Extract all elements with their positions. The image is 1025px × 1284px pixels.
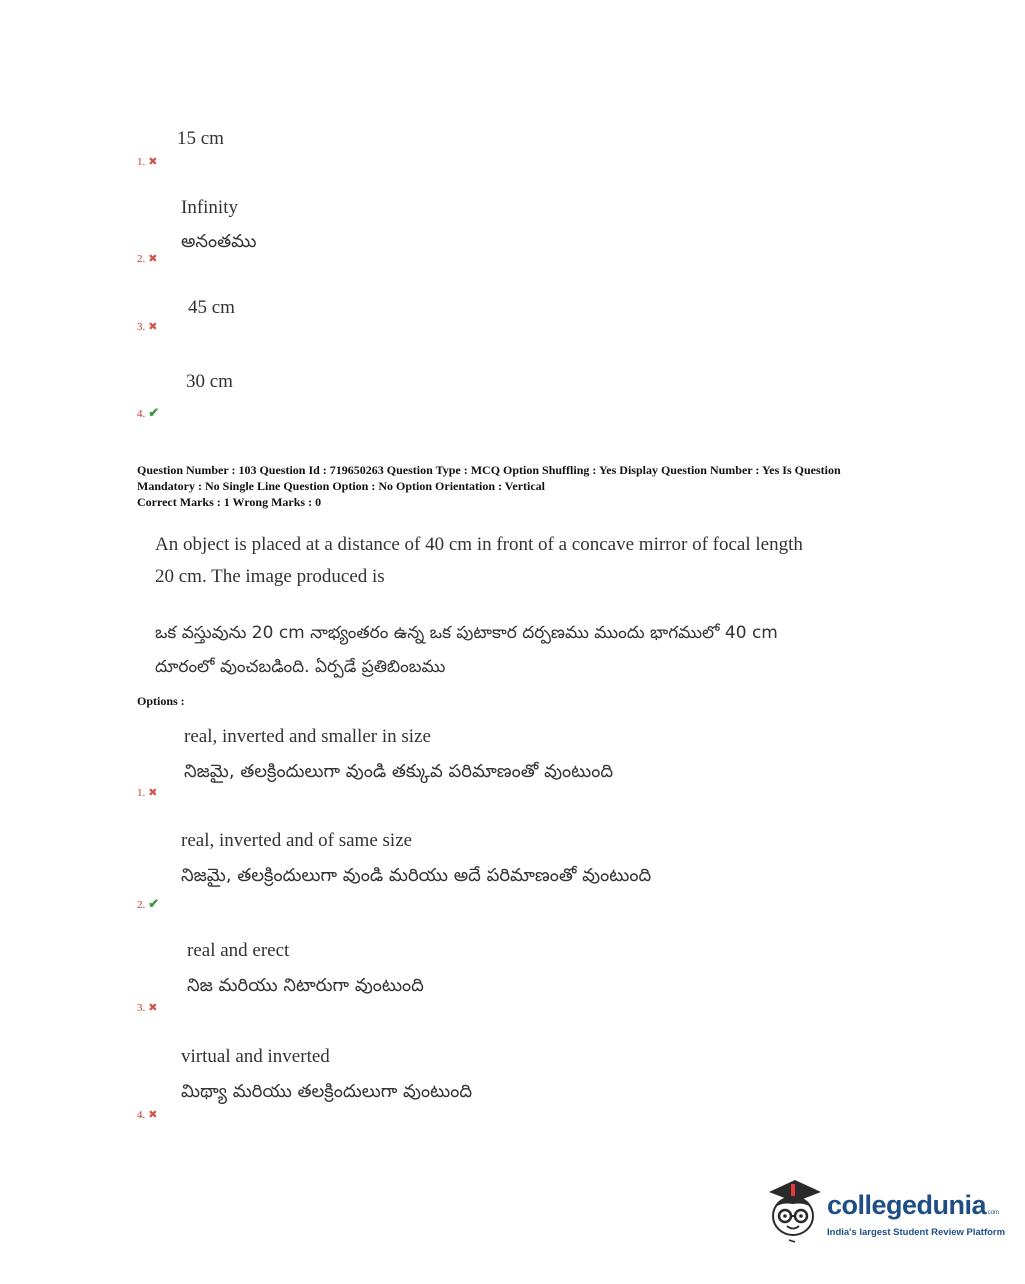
option-2-text: real, inverted and of same size — [181, 830, 413, 851]
option-1-text: real, inverted and smaller in size — [184, 726, 431, 747]
brand-tagline: India's largest Student Review Platform — [827, 1227, 1006, 1238]
question-meta-line-3: Correct Marks : 1 Wrong Marks : 0 — [137, 495, 322, 509]
option-number: 2. — [137, 899, 146, 911]
options-label: Options : — [137, 694, 185, 708]
option-number: 1. — [137, 156, 146, 168]
option-3-telugu: నిజ మరియు నిటారుగా వుంటుంది — [187, 975, 424, 996]
option-2-telugu: నిజమై, తలక్రిందులుగా వుండి మరియు అదే పరిమాణంతో వుంటుంది — [181, 865, 652, 886]
option-4-telugu: మిథ్యా మరియు తలక్రిందులుగా వుంటుంది — [181, 1081, 473, 1102]
question-telugu-line-2: దూరంలో వుంచబడింది. ఏర్పడే ప్రతిబింబము — [155, 657, 446, 677]
prev-option-4-number — [137, 405, 159, 421]
prev-option-2-number — [137, 252, 157, 265]
wrong-mark-icon: ✖ — [148, 1002, 158, 1014]
prev-option-1-text: 15 cm — [177, 128, 224, 149]
option-number: 4. — [137, 1109, 146, 1121]
brand-suffix: .com — [986, 1210, 1000, 1216]
question-text-line-2: 20 cm. The image produced is — [155, 566, 385, 587]
prev-option-1-number — [137, 155, 157, 168]
option-3-number — [137, 1001, 157, 1014]
option-2-number — [137, 896, 159, 912]
question-text-line-1: An object is placed at a distance of 40 cm in front of a concave mirror of focal length — [155, 534, 803, 555]
option-number: 3. — [137, 1002, 146, 1014]
collegedunia-logo — [765, 1178, 1006, 1248]
option-number: 1. — [137, 787, 146, 799]
question-text-telugu — [155, 616, 835, 684]
wrong-mark-icon: ✖ — [148, 787, 158, 799]
wrong-mark-icon: ✖ — [148, 156, 158, 168]
option-number: 2. — [137, 253, 146, 265]
option-3-text: real and erect — [187, 940, 290, 961]
wrong-mark-icon: ✖ — [148, 1109, 158, 1121]
option-1-number — [137, 786, 157, 799]
option-number: 4. — [137, 408, 146, 420]
question-telugu-line-1: ఒక వస్తువును 20 cm నాభ్యంతరం ఉన్న ఒక పుటాకార దర్పణము ముందు భాగములో 40 cm — [155, 623, 778, 643]
student-mascot-icon — [765, 1178, 825, 1244]
option-1-telugu: నిజమై, తలక్రిందులుగా వుండి తక్కువ పరిమాణంతో వుంటుంది — [184, 761, 614, 782]
option-4-number — [137, 1108, 157, 1121]
wrong-mark-icon: ✖ — [148, 253, 158, 265]
prev-option-3-text: 45 cm — [188, 297, 235, 318]
prev-option-3-number — [137, 320, 157, 333]
option-4-text: virtual and inverted — [181, 1046, 330, 1067]
option-number: 3. — [137, 321, 146, 333]
prev-option-2-telugu: అనంతము — [181, 231, 257, 252]
correct-mark-icon: ✔ — [148, 405, 160, 420]
prev-option-2-text: Infinity — [181, 197, 238, 218]
question-meta-line-1: Question Number : 103 Question Id : 719650263 Question Type : MCQ Option Shuffling : Yes Display Question Number : Yes Is Question — [137, 463, 841, 477]
question-meta-line-2: Mandatory : No Single Line Question Option : No Option Orientation : Vertical — [137, 479, 546, 493]
prev-option-4-text: 30 cm — [186, 371, 233, 392]
wrong-mark-icon: ✖ — [148, 321, 158, 333]
brand-name: collegedunia — [827, 1190, 987, 1220]
question-text-english — [155, 529, 855, 593]
question-meta — [137, 462, 917, 510]
correct-mark-icon: ✔ — [148, 896, 160, 911]
